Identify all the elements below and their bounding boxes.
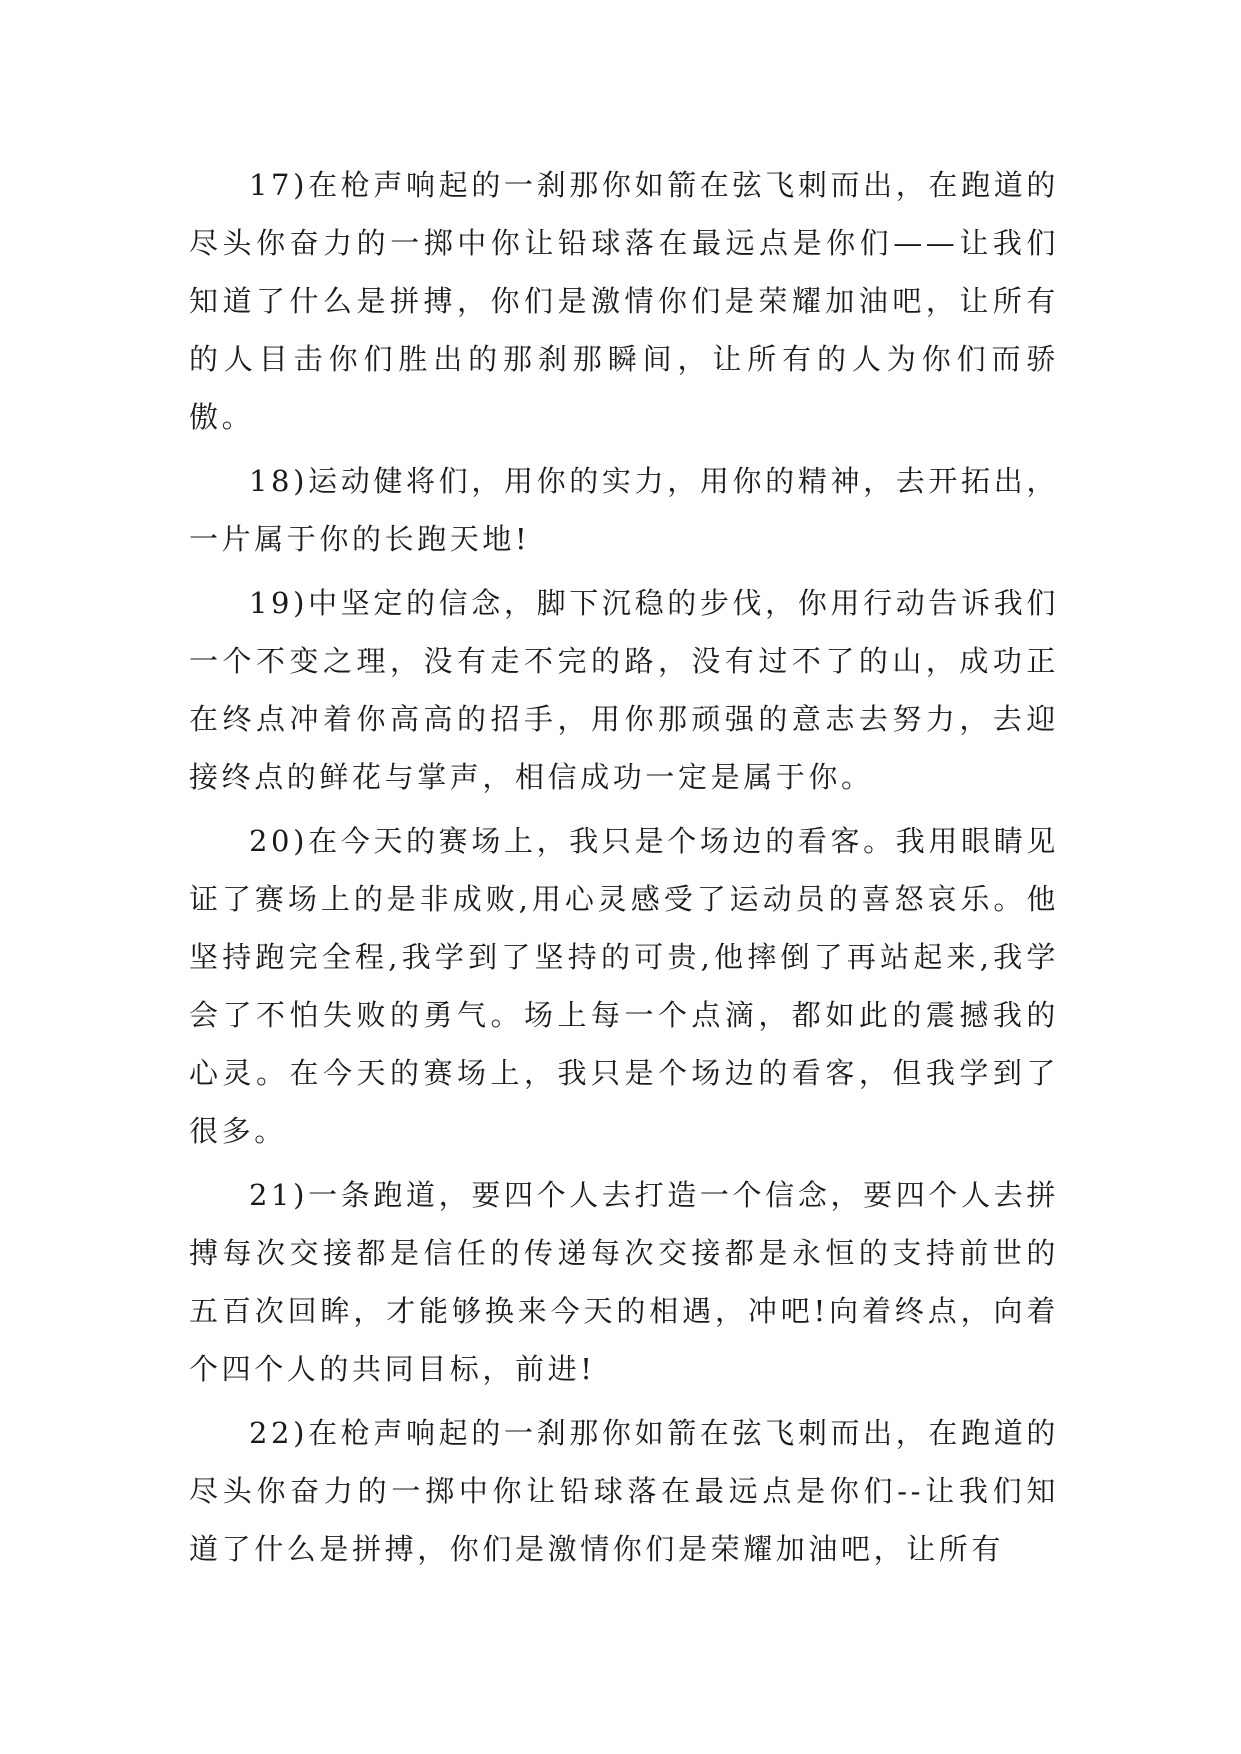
paragraph-21: 21)一条跑道，要四个人去打造一个信念，要四个人去拼搏每次交接都是信任的传递每次交接都是永恒的支持前世的五百次回眸，才能够换来今天的相遇，冲吧!向着终点，向着个四个人的共同目标，前进! [189, 1178, 1059, 1386]
paragraph-19: 19)中坚定的信念，脚下沉稳的步伐，你用行动告诉我们一个不变之理，没有走不完的路，没有过不了的山，成功正在终点冲着你高高的招手，用你那顽强的意志去努力，去迎接终点的鲜花与掌声，相信成功一定是属于你。 [189, 586, 1059, 794]
paragraph-20: 20)在今天的赛场上，我只是个场边的看客。我用眼睛见证了赛场上的是非成败,用心灵感受了运动员的喜怒哀乐。他坚持跑完全程,我学到了坚持的可贵,他摔倒了再站起来,我学会了不怕失败的勇气。场上每一个点滴，都如此的震撼我的心灵。在今天的赛场上，我只是个场边的看客，但我学到了很多。 [189, 824, 1059, 1148]
document-body [189, 156, 1059, 1584]
paragraph-18: 18)运动健将们，用你的实力，用你的精神，去开拓出，一片属于你的长跑天地! [189, 464, 1059, 556]
paragraph-22: 22)在枪声响起的一刹那你如箭在弦飞刺而出，在跑道的尽头你奋力的一掷中你让铅球落在最远点是你们--让我们知道了什么是拼搏，你们是激情你们是荣耀加油吧，让所有 [189, 1416, 1059, 1566]
paragraph-17: 17)在枪声响起的一刹那你如箭在弦飞刺而出，在跑道的尽头你奋力的一掷中你让铅球落在最远点是你们——让我们知道了什么是拼搏，你们是激情你们是荣耀加油吧，让所有的人目击你们胜出的那刹那瞬间，让所有的人为你们而骄傲。 [189, 168, 1059, 434]
